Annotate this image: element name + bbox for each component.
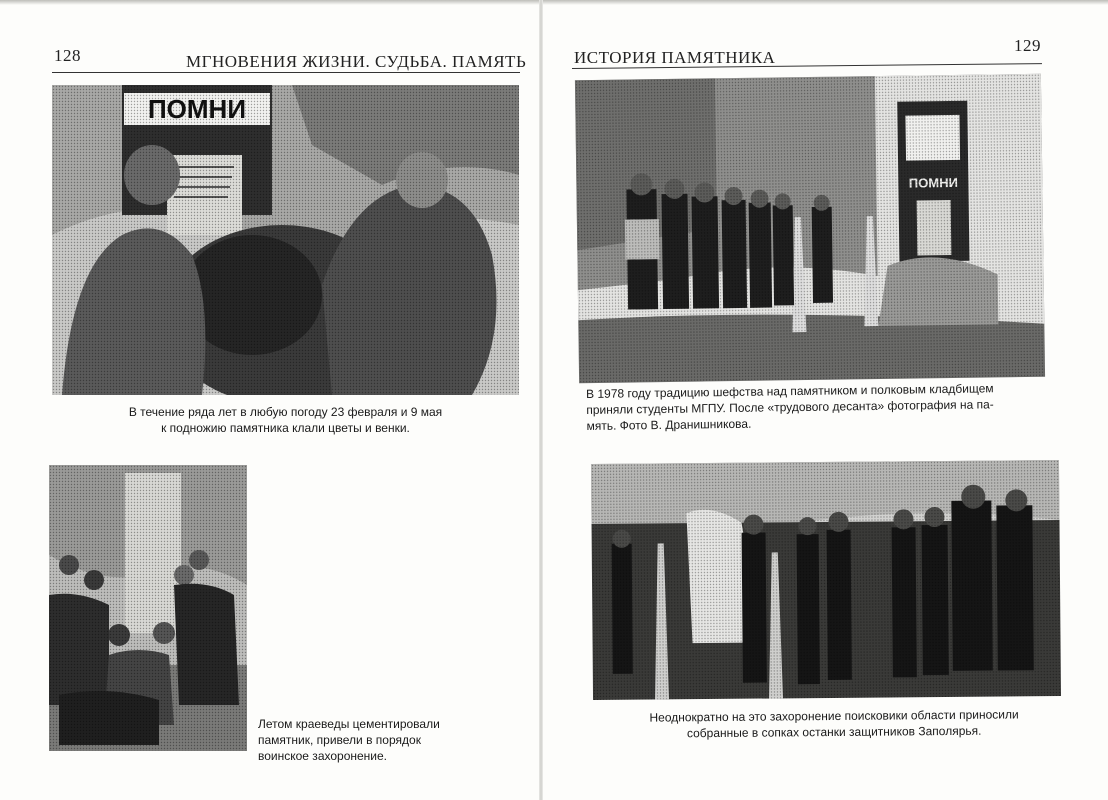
right-top-caption-line2: приняли студенты МГПУ. После «трудового десанта» фотография на па- xyxy=(586,397,994,417)
right-bottom-caption-line1: Неоднократно на это захоронение поисковики области приносили xyxy=(649,707,1019,725)
right-page-number: 129 xyxy=(1014,36,1041,55)
right-top-caption xyxy=(586,380,1043,434)
photo-students-mgpu xyxy=(575,74,1045,383)
photo-local-historians xyxy=(49,465,247,751)
scan-edge-shadow xyxy=(0,0,1108,5)
left-top-caption-line1: В течение ряда лет в любую погоду 23 февраля и 9 мая xyxy=(128,405,443,419)
right-top-caption-line1: В 1978 году традицию шефства над памятником и полковым кладбищем xyxy=(586,381,994,401)
students-mgpu-image xyxy=(575,74,1045,383)
right-running-title: ИСТОРИЯ ПАМЯТНИКА xyxy=(574,48,776,67)
left-page-number: 128 xyxy=(54,46,81,65)
local-historians-image xyxy=(49,465,247,751)
photo-remains-burial xyxy=(591,460,1061,700)
left-bottom-caption xyxy=(258,716,498,764)
book-gutter xyxy=(539,0,543,800)
left-bottom-caption-line3: воинское захоронение. xyxy=(258,749,388,763)
remains-burial-image xyxy=(591,460,1061,700)
right-bottom-caption xyxy=(604,706,1064,742)
left-top-caption-line2: к подножию памятника клали цветы и венки. xyxy=(161,421,410,435)
left-running-title: МГНОВЕНИЯ ЖИЗНИ. СУДЬБА. ПАМЯТЬ xyxy=(186,52,527,71)
left-bottom-caption-line2: памятник, привели в порядок xyxy=(258,733,421,747)
left-top-caption xyxy=(52,404,519,436)
left-bottom-caption-line1: Летом краеведы цементировали xyxy=(258,717,440,731)
photo-memorial-flowers xyxy=(52,85,519,395)
memorial-flowers-image xyxy=(52,85,519,395)
right-top-caption-line3: мять. Фото В. Дранишникова. xyxy=(586,416,752,433)
right-bottom-caption-line2: собранные в сопках останки защитников Заполярья. xyxy=(686,723,982,741)
left-header-rule xyxy=(52,72,520,73)
